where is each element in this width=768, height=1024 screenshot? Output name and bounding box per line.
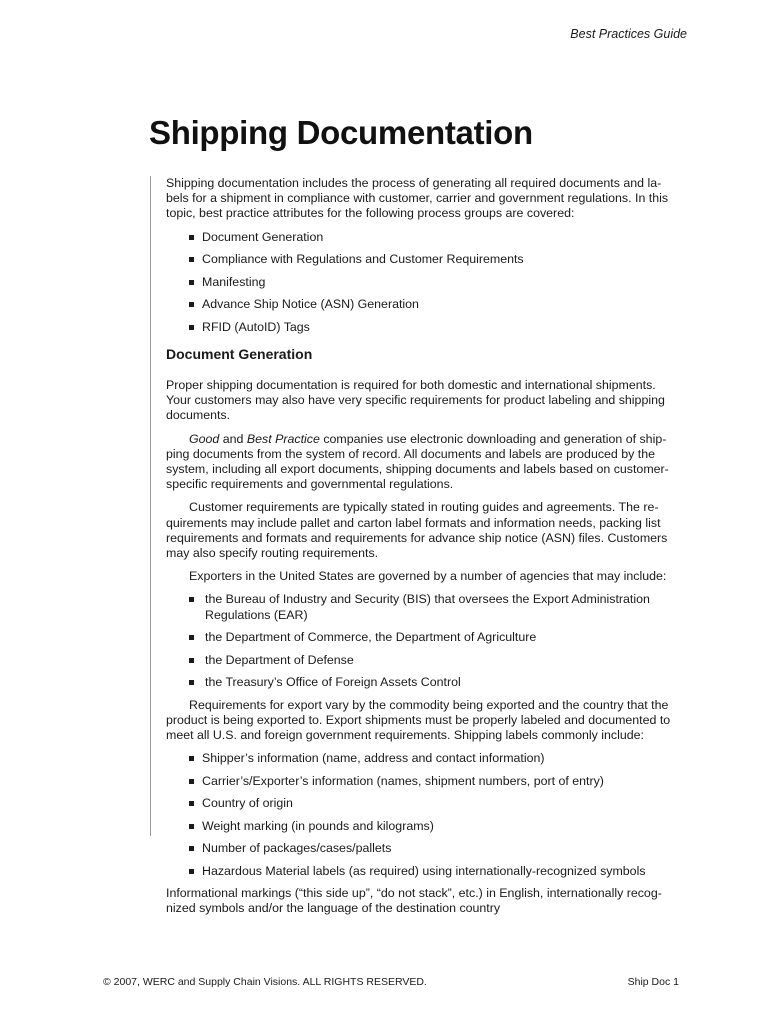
list-item: Manifesting	[187, 275, 678, 290]
list-item: Hazardous Material labels (as required) using internationally-recognized symbols	[187, 864, 678, 879]
list-item: Advance Ship Notice (ASN) Generation	[187, 297, 678, 312]
list-item: RFID (AutoID) Tags	[187, 320, 678, 335]
margin-rule	[150, 176, 151, 836]
footer-copyright: © 2007, WERC and Supply Chain Visions. ALL RIGHTS RESERVED.	[103, 976, 427, 988]
page-title: Shipping Documentation	[149, 114, 533, 151]
list-item: the Bureau of Industry and Security (BIS) that oversees the Export Administration Regulations (EAR)	[187, 592, 678, 622]
document-body	[166, 176, 678, 925]
list-item: Shipper’s information (name, address and contact information)	[187, 751, 678, 766]
running-header: Best Practices Guide	[570, 27, 687, 41]
agencies-list	[166, 592, 678, 690]
paragraph: Informational markings (“this side up”, “do not stack”, etc.) in English, internationally recog-nized symbols and/or the language of the destination country	[166, 886, 662, 916]
list-item: Number of packages/cases/pallets	[187, 841, 678, 856]
process-groups-list	[166, 230, 678, 335]
list-item: Weight marking (in pounds and kilograms)	[187, 819, 678, 834]
list-item: the Treasury’s Office of Foreign Assets Control	[187, 675, 678, 690]
intro-paragraph: Shipping documentation includes the process of generating all required documents and la-bels for a shipment in compliance with customer, carrier and government regulations. In this topic, best practice attributes for the following process groups are covered:	[166, 176, 669, 221]
paragraph: Requirements for export vary by the commodity being exported and the country that the product is being exported to. Export shipments must be properly labeled and documented to meet all U.S. and foreign government requirements. Shipping labels commonly include:	[166, 697, 671, 743]
list-item: Carrier’s/Exporter’s information (names, shipment numbers, port of entry)	[187, 774, 678, 789]
list-item: Document Generation	[187, 230, 678, 245]
paragraph: Customer requirements are typically stated in routing guides and agreements. The re-quirements may include pallet and carton label formats and information needs, packing list requirements and formats and requirements for advance ship notice (ASN) files. Customers may also specify routing requirements.	[166, 500, 668, 561]
paragraph: Good and Best Practice companies use electronic downloading and generation of ship-ping documents from the system of record. All documents and labels are produced by the system, including all export documents, shipping documents and labels based on customer-specific requirements and governmental regulations.	[166, 431, 669, 492]
shipping-labels-list	[166, 751, 678, 879]
list-item: the Department of Defense	[187, 653, 678, 668]
footer-page-number: Ship Doc 1	[627, 976, 679, 988]
section-heading: Document Generation	[166, 345, 313, 362]
emphasis-best-practice: Best Practice	[246, 431, 320, 446]
paragraph: Exporters in the United States are governed by a number of agencies that may include:	[189, 569, 667, 584]
emphasis-good: Good	[189, 431, 220, 446]
list-item: the Department of Commerce, the Department of Agriculture	[187, 630, 678, 645]
list-item: Country of origin	[187, 796, 678, 811]
list-item: Compliance with Regulations and Customer Requirements	[187, 252, 678, 267]
paragraph: Proper shipping documentation is required for both domestic and international shipments. Your customers may also have very specific requirements for product labeling and shipping documents.	[166, 378, 665, 423]
